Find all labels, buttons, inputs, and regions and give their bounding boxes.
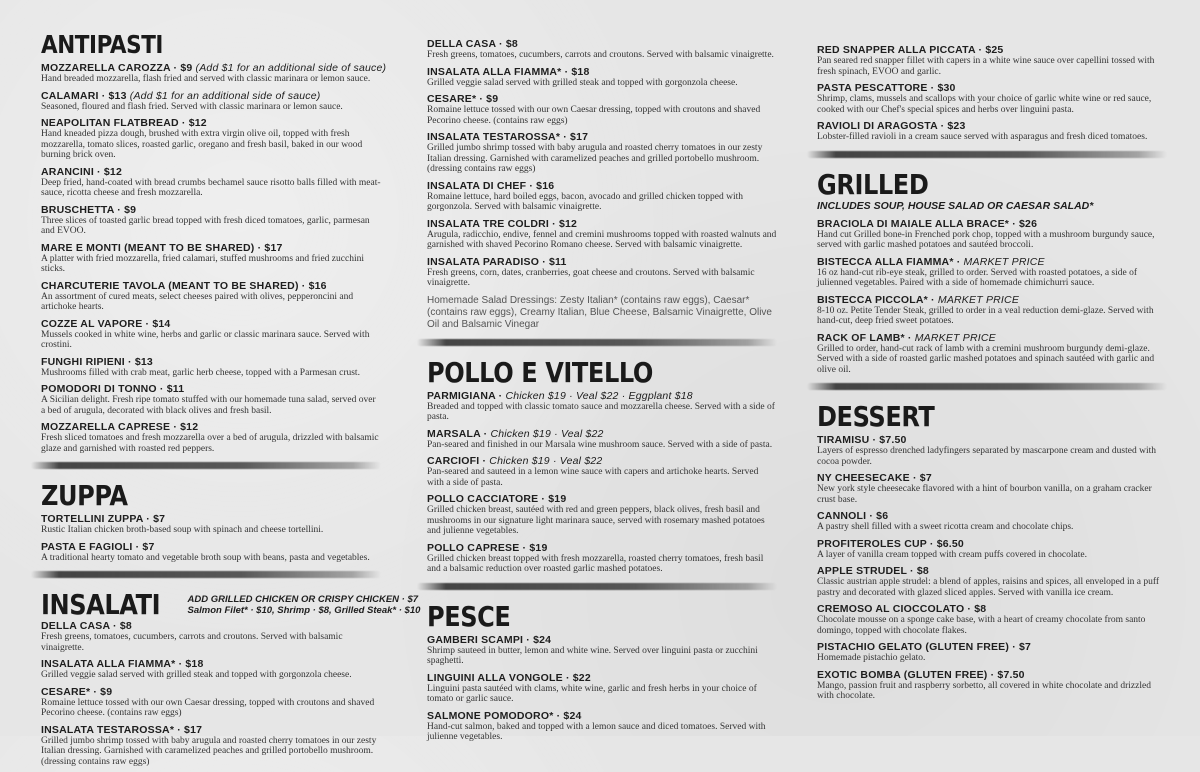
menu-item-price-note: MARKET PRICE (963, 255, 1045, 268)
dessert-heading: DESSERT (817, 400, 935, 433)
menu-item-name (427, 672, 777, 684)
menu-item-title: SALMONE POMODORO* · $24 (427, 709, 582, 722)
menu-item-description: A platter with fried mozzarella, fried calamari, stuffed mushrooms and fried zucchini sticks. (41, 253, 364, 274)
menu-item-name (427, 180, 777, 192)
menu-item-name (817, 641, 1167, 653)
menu-item-description: Grilled veggie salad served with grilled steak and topped with gorgonzola cheese. (41, 670, 352, 680)
insalati-header (41, 588, 421, 621)
menu-item-title: PISTACHIO GELATO (GLUTEN FREE) · $7 (817, 641, 1032, 653)
menu-item-name (817, 669, 1167, 681)
menu-item-name (41, 620, 381, 632)
menu-item (41, 318, 381, 351)
antipasti-heading: ANTIPASTI (41, 30, 164, 59)
menu-item-title: ARANCINI · $12 (41, 165, 122, 178)
menu-item-title: INSALATA DI CHEF · $16 (427, 179, 555, 192)
menu-item-name (817, 294, 1167, 306)
menu-item-title: EXOTIC BOMBA (GLUTEN FREE) · $7.50 (817, 668, 1025, 681)
menu-item-description: Hand-cut salmon, baked and topped with a lemon sauce and diced tomatoes. Served with julienne vegetables. (427, 721, 766, 742)
menu-item (427, 131, 777, 175)
menu-item-description: Arugula, radicchio, endive, fennel and cremini mushrooms topped with roasted walnuts and garnished with shaved Pecorino Romano cheese. Served with balsamic vinaigrette. (427, 229, 777, 250)
menu-item (427, 390, 777, 423)
menu-item (41, 620, 381, 653)
menu-item-description: 16 oz hand-cut rib-eye steak, grilled to order. Served with roasted potatoes, a side of julienned vegetables. Paired with a side of homemade chimichurri sauce. (817, 267, 1137, 288)
menu-item (817, 641, 1167, 664)
menu-item-name (41, 62, 387, 74)
menu-item-description: A pastry shell filled with a sweet ricotta cream and chocolate chips. (817, 522, 1074, 532)
menu-item-price-note: MARKET PRICE (914, 331, 996, 344)
menu-item (41, 724, 381, 768)
menu-item (41, 658, 381, 681)
menu-item-description: A traditional hearty tomato and vegetable broth soup with beans, pasta and vegetables. (41, 552, 370, 563)
menu-item-description: Hand cut Grilled bone-in Frenched pork chop, topped with a mushroom burgundy sauce, served with garlic mashed potatoes and sautéed broccoli. (817, 229, 1155, 250)
menu-item-title: RACK OF LAMB* · (817, 331, 915, 344)
menu-item-title: INSALATA ALLA FIAMMA* · $18 (427, 65, 590, 78)
pesce-list (427, 634, 777, 743)
menu-item-description: 8-10 oz. Petite Tender Steak, grilled to order in a veal reduction demi-glaze. Served with hand-cut, deep fried sweet potatoes. (817, 305, 1154, 326)
menu-item-description: An assortment of cured meats, select cheeses paired with olives, pepperoncini and artichoke hearts. (41, 291, 354, 312)
menu-item-description: Pan seared red snapper fillet with capers in a white wine sauce over capellini tossed with fresh spinach, EVOO and garlic. (817, 56, 1155, 77)
menu-item-title: TIRAMISU · $7.50 (817, 434, 907, 446)
menu-item-title: INSALATA TRE COLDRI · $12 (427, 217, 578, 230)
menu-item-title: NEAPOLITAN FLATBREAD · $12 (41, 117, 207, 129)
menu-item (427, 428, 777, 451)
menu-item-price-note: (Add $1 for an additional side of sauce) (129, 89, 321, 102)
menu-item-title: DELLA CASA · $8 (427, 38, 518, 50)
menu-item (427, 493, 777, 537)
menu-item-name (41, 686, 381, 698)
menu-item-title: LINGUINI ALLA VONGOLE · $22 (427, 671, 591, 684)
menu-item-name (817, 434, 1167, 446)
menu-item (427, 38, 777, 61)
menu-item-description: Mussels cooked in white wine, herbs and garlic or classic marinara sauce. Served with crostini. (41, 329, 370, 350)
menu-item (817, 218, 1167, 251)
menu-item-name (817, 603, 1167, 615)
menu-item-title: BRACIOLA DI MAIALE ALLA BRACE* · $26 (817, 217, 1038, 230)
menu-item (817, 565, 1167, 598)
menu-item-title: BRUSCHETTA · $9 (41, 203, 137, 216)
menu-item-title: CANNOLI · $6 (817, 510, 889, 522)
menu-item-description: A layer of vanilla cream topped with cream puffs covered in chocolate. (817, 549, 1087, 560)
menu-item (41, 62, 387, 85)
menu-item (41, 513, 381, 536)
menu-item-name (427, 218, 777, 230)
menu-item-title: RAVIOLI DI ARAGOSTA · $23 (817, 120, 966, 132)
grilled-heading: GRILLED (817, 167, 929, 201)
menu-item (427, 256, 777, 289)
menu-item-name (41, 724, 381, 736)
menu-item-description: Romaine lettuce tossed with our own Caesar dressing, topped with croutons and shaved Pecorino cheese. (contains raw eggs) (41, 697, 375, 718)
menu-item-description: Hand breaded mozzarella, flash fried and served with classic marinara or lemon sauce. (41, 74, 371, 84)
menu-item (817, 256, 1167, 289)
menu-item-name (817, 332, 1167, 344)
menu-item-name (817, 256, 1167, 268)
menu-item-title: INSALATA TESTAROSSA* · $17 (427, 131, 589, 143)
divider (807, 151, 1167, 158)
grilled-list (817, 218, 1167, 376)
menu-item-price-note: Chicken $19 · Veal $22 (489, 455, 603, 467)
menu-item-name (427, 38, 777, 50)
menu-item (817, 434, 1167, 467)
menu-item-title: INSALATA TESTAROSSA* · $17 (41, 723, 203, 736)
menu-item-name (41, 90, 381, 102)
menu-item (41, 686, 381, 719)
insalati-list (41, 620, 381, 767)
menu-item-description: Grilled chicken breast, sautéed with red and green peppers, black olives, fresh basil and mushrooms in our signature light marinara sauce, served with rosemary mashed potatoes and julienne vegetables. (427, 505, 765, 536)
menu-item-name (41, 658, 381, 670)
menu-item-price-note: (Add $1 for an additional side of sauce) (195, 62, 387, 74)
menu-item (41, 280, 381, 313)
menu-item-description: Fresh sliced tomatoes and fresh mozzarella over a bed of arugula, drizzled with balsamic glaze and garnished with roasted red peppers. (41, 433, 379, 454)
menu-item (427, 218, 777, 251)
menu-item-description: Mango, passion fruit and raspberry sorbetto, all covered in white chocolate and drizzled with chocolate. (817, 680, 1151, 701)
divider (31, 462, 381, 469)
menu-item-name (427, 542, 777, 554)
menu-item-description: Fresh greens, corn, dates, cranberries, goat cheese and croutons. Served with balsamic vinaigrette. (427, 267, 755, 288)
menu-item (41, 383, 381, 416)
menu-item-name (427, 66, 777, 78)
menu-item-description: Classic austrian apple strudel: a blend of apples, raisins and spices, all enveloped in a puff pastry and decorated with glazed sliced apples. Served with vanilla ice cream. (817, 577, 1159, 598)
menu-item (427, 710, 777, 743)
menu-item-name (41, 318, 381, 330)
menu-item-title: CREMOSO AL CIOCCOLATO · $8 (817, 603, 987, 615)
menu-item-title: CALAMARI · $13 (41, 89, 127, 102)
menu-item (817, 669, 1167, 702)
menu-item-description: Lobster-filled ravioli in a cream sauce served with asparagus and fresh diced tomatoes. (817, 132, 1148, 142)
menu-item (41, 356, 381, 379)
menu-item-title: CESARE* · $9 (427, 93, 499, 105)
menu-item-title: FUNGHI RIPIENI · $13 (41, 355, 153, 368)
menu-item (41, 541, 381, 564)
pollo-heading: POLLO E VITELLO (427, 355, 653, 389)
menu-item (427, 66, 777, 89)
menu-item-name (427, 93, 777, 105)
menu-item-description: Grilled to order, hand-cut rack of lamb with a cremini mushroom burgundy demi-glaze. Served with a side of roasted garlic mashed potatoes and spinach sautéed with garlic and olive oil. (817, 343, 1155, 375)
menu-item (817, 332, 1167, 376)
menu-item (427, 455, 777, 488)
menu-item (427, 672, 777, 705)
menu-item-price-note: Chicken $19 · Veal $22 (490, 427, 604, 440)
menu-item (41, 166, 381, 199)
menu-item-description: Layers of espresso drenched ladyfingers separated by mascarpone cream and dusted with cocoa powder. (817, 446, 1156, 467)
menu-item (427, 542, 777, 575)
menu-item-name (41, 383, 381, 395)
menu-item-description: Homemade pistachio gelato. (817, 653, 926, 663)
antipasti-list (41, 62, 387, 454)
menu-item (817, 510, 1167, 533)
menu-item-description: Grilled jumbo shrimp tossed with baby arugula and roasted cherry tomatoes in our zesty Italian dressing. Garnished with caramelized peaches and grilled portobello mushroom. (dressing contains raw eggs) (427, 143, 763, 174)
menu-item-title: INSALATA ALLA FIAMMA* · $18 (41, 658, 204, 670)
menu-item-description: Shrimp sauteed in butter, lemon and white wine. Served over linguini pasta or zucchini spaghetti. (427, 645, 758, 666)
menu-item-description: Fresh greens, tomatoes, cucumbers, carrots and croutons. Served with balsamic vinaigrette. (427, 50, 774, 60)
menu-item-title: BISTECCA ALLA FIAMMA* · (817, 255, 964, 268)
divider (31, 571, 381, 578)
menu-item (41, 117, 381, 161)
divider (417, 583, 777, 590)
menu-item (817, 44, 1167, 77)
menu-item-description: Deep fried, hand-coated with bread crumbs bechamel sauce risotto balls filled with meat-sauce, ricotta cheese and fresh mozzarella. (41, 177, 381, 198)
menu-item-price-note: MARKET PRICE (937, 293, 1020, 306)
grilled-subtitle: INCLUDES SOUP, HOUSE SALAD OR CAESAR SALAD* (817, 199, 1094, 212)
menu-item-title: CHARCUTERIE TAVOLA (MEANT TO BE SHARED) · $16 (41, 279, 327, 292)
insalati-addon-note (188, 590, 421, 616)
column-right (817, 44, 1167, 707)
menu-item-price-note: Chicken $19 · Veal $22 · Eggplant $18 (505, 389, 693, 402)
menu-item-description: Grilled jumbo shrimp tossed with baby arugula and roasted cherry tomatoes in our zesty Italian dressing. Garnished with caramelized peaches and grilled portobello mushroom. (dressing contains raw eggs) (41, 735, 377, 767)
pesce-heading: PESCE (427, 599, 511, 633)
menu-item (817, 120, 1167, 143)
salads-continued-list (427, 38, 777, 289)
column-middle (427, 38, 777, 748)
menu-item-title: POMODORI DI TONNO · $11 (41, 383, 185, 395)
menu-item-description: Romaine lettuce tossed with our own Caesar dressing, topped with croutons and shaved Pecorino cheese. (contains raw eggs) (427, 105, 761, 126)
menu-item (41, 90, 381, 113)
menu-item-name (41, 242, 381, 254)
menu-item-name (41, 280, 381, 292)
menu-item-name (41, 541, 381, 553)
menu-item-name (41, 356, 381, 368)
zuppa-heading: ZUPPA (41, 479, 128, 512)
divider (417, 339, 777, 346)
menu-item-description: Romaine lettuce, hard boiled eggs, bacon, avocado and grilled chicken topped with gorgonzola. Served with balsamic vinaigrette. (427, 191, 744, 212)
menu-item (41, 204, 381, 237)
menu-item-title: RED SNAPPER ALLA PICCATA · $25 (817, 44, 1004, 56)
menu-item-title: PROFITEROLES CUP · $6.50 (817, 537, 964, 550)
menu-item-title: TORTELLINI ZUPPA · $7 (41, 513, 166, 525)
menu-item (427, 93, 777, 126)
menu-item (41, 421, 381, 454)
menu-item-name (41, 117, 381, 129)
menu-item-name (427, 256, 777, 268)
menu-item (817, 603, 1167, 636)
insalati-note-line2: Salmon Filet* · $10, Shrimp · $8, Grilled Steak* · $10 (187, 605, 421, 616)
menu-item-description: Mushrooms filled with crab meat, garlic herb cheese, topped with a Parmesan crust. (41, 367, 360, 378)
menu-item-description: Linguini pasta sautéed with clams, white wine, garlic and fresh herbs in your choice of tomato or garlic sauce. (427, 683, 757, 704)
menu-item-name (427, 131, 777, 143)
menu-item-description: Grilled veggie salad served with grilled steak and topped with gorgonzola cheese. (427, 77, 738, 88)
menu-item-title: DELLA CASA · $8 (41, 620, 132, 632)
menu-item-title: CESARE* · $9 (41, 685, 113, 698)
menu-item-description: A Sicilian delight. Fresh ripe tomato stuffed with our homemade tuna salad, served over a bed of arugula, decorated with black olives and fresh basil. (41, 395, 376, 416)
menu-item-name (41, 513, 381, 525)
menu-item-title: POLLO CACCIATORE · $19 (427, 493, 567, 505)
menu-item-name (427, 493, 777, 505)
menu-item-description: Seasoned, floured and flash fried. Served with classic marinara or lemon sauce. (41, 101, 343, 112)
menu-item-title: APPLE STRUDEL · $8 (817, 565, 929, 577)
menu-item-title: MOZZARELLA CAPRESE · $12 (41, 421, 199, 433)
menu-item-title: CARCIOFI · (427, 455, 490, 467)
menu-item-title: NY CHEESECAKE · $7 (817, 472, 932, 484)
menu-item-description: Hand kneaded pizza dough, brushed with extra virgin olive oil, topped with fresh mozzarella, tomato slices, roasted garlic, oregano and fresh basil, baked in our wood burning brick oven. (41, 129, 363, 160)
menu-item-name (817, 472, 1167, 484)
menu-item-description: New york style cheesecake flavored with a hint of bourbon vanilla, on a graham cracker crust base. (817, 484, 1152, 505)
menu-item-name (817, 44, 1167, 56)
menu-item (427, 634, 777, 667)
menu-item-name (817, 565, 1167, 577)
homemade-dressings: Homemade Salad Dressings: Zesty Italian* (contains raw eggs), Caesar* (contains raw eggs), Creamy Italian, Blue Cheese, Balsamic Vinaigrette, Olive Oil and Balsamic Vinegar (427, 294, 772, 330)
menu-item-description: Pan-seared and sauteed in a lemon wine sauce with capers and artichoke hearts. Served with a side of pasta. (427, 467, 759, 488)
menu-item-title: MARE E MONTI (MEANT TO BE SHARED) · $17 (41, 241, 283, 254)
column-left (41, 30, 421, 772)
insalati-heading: INSALATI (41, 588, 161, 621)
menu-item-name (427, 428, 777, 440)
divider (807, 383, 1167, 390)
menu-item-title: MOZZARELLA CAROZZA · $9 (41, 62, 193, 74)
menu-item-description: Rustic Italian chicken broth-based soup with spinach and cheese tortellini. (41, 525, 324, 535)
menu-item-description: Chocolate mousse on a sponge cake base, with a heart of creamy chocolate from santo domingo, topped with chocolate flakes. (817, 615, 1146, 636)
menu-item-name (817, 120, 1167, 132)
menu-item-title: GAMBERI SCAMPI · $24 (427, 633, 552, 646)
menu-item-name (817, 218, 1167, 230)
menu-item (817, 472, 1167, 505)
menu-item-title: COZZE AL VAPORE · $14 (41, 317, 171, 330)
pollo-list (427, 390, 777, 575)
insalati-note-line1: ADD GRILLED CHICKEN OR CRISPY CHICKEN · $7 (187, 594, 419, 605)
menu-item (427, 180, 777, 213)
menu-item-title: INSALATA PARADISO · $11 (427, 255, 567, 268)
dessert-list (817, 434, 1167, 702)
menu-item-name (817, 538, 1167, 550)
menu-item-description: Pan-seared and finished in our Marsala wine mushroom sauce. Served with a side of pasta. (427, 439, 773, 450)
menu-item (817, 538, 1167, 561)
zuppa-list (41, 513, 381, 563)
menu-item-title: PASTA PESCATTORE · $30 (817, 82, 956, 94)
menu-item-name (817, 510, 1167, 522)
menu-item-description: Grilled chicken breast topped with fresh mozzarella, roasted cherry tomatoes, fresh basil and a balsamic reduction over roasted garlic mashed potatoes. (427, 553, 764, 574)
menu-item-description: Shrimp, clams, mussels and scallops with your choice of garlic white wine or red sauce, cooked with our Chef's special spices and herbs over linguini pasta. (817, 94, 1152, 115)
menu-item (817, 294, 1167, 327)
menu-item-description: Breaded and topped with classic tomato sauce and mozzarella cheese. Served with a side of pasta. (427, 401, 775, 422)
menu-item-name (41, 204, 381, 216)
menu-item-description: Fresh greens, tomatoes, cucumbers, carrots and croutons. Served with balsamic vinaigrette. (41, 632, 343, 653)
menu-item-name (817, 82, 1167, 94)
menu-item-title: PASTA E FAGIOLI · $7 (41, 540, 155, 553)
menu-item-description: Three slices of toasted garlic bread topped with fresh diced tomatoes, garlic, parmesan and EVOO. (41, 215, 370, 236)
menu-item-name (41, 421, 381, 433)
menu-item-name (427, 390, 777, 402)
menu-item-title: MARSALA · (427, 427, 491, 440)
menu-item-name (427, 634, 777, 646)
menu-item (41, 242, 381, 275)
menu-item-name (427, 455, 777, 467)
menu-item (817, 82, 1167, 115)
menu-item-name (427, 710, 777, 722)
menu-item-title: POLLO CAPRESE · $19 (427, 541, 548, 554)
mains-list (817, 44, 1167, 143)
menu-item-name (41, 166, 381, 178)
menu-item-title: PARMIGIANA · (427, 389, 506, 402)
menu-item-title: BISTECCA PICCOLA* · (817, 293, 938, 306)
